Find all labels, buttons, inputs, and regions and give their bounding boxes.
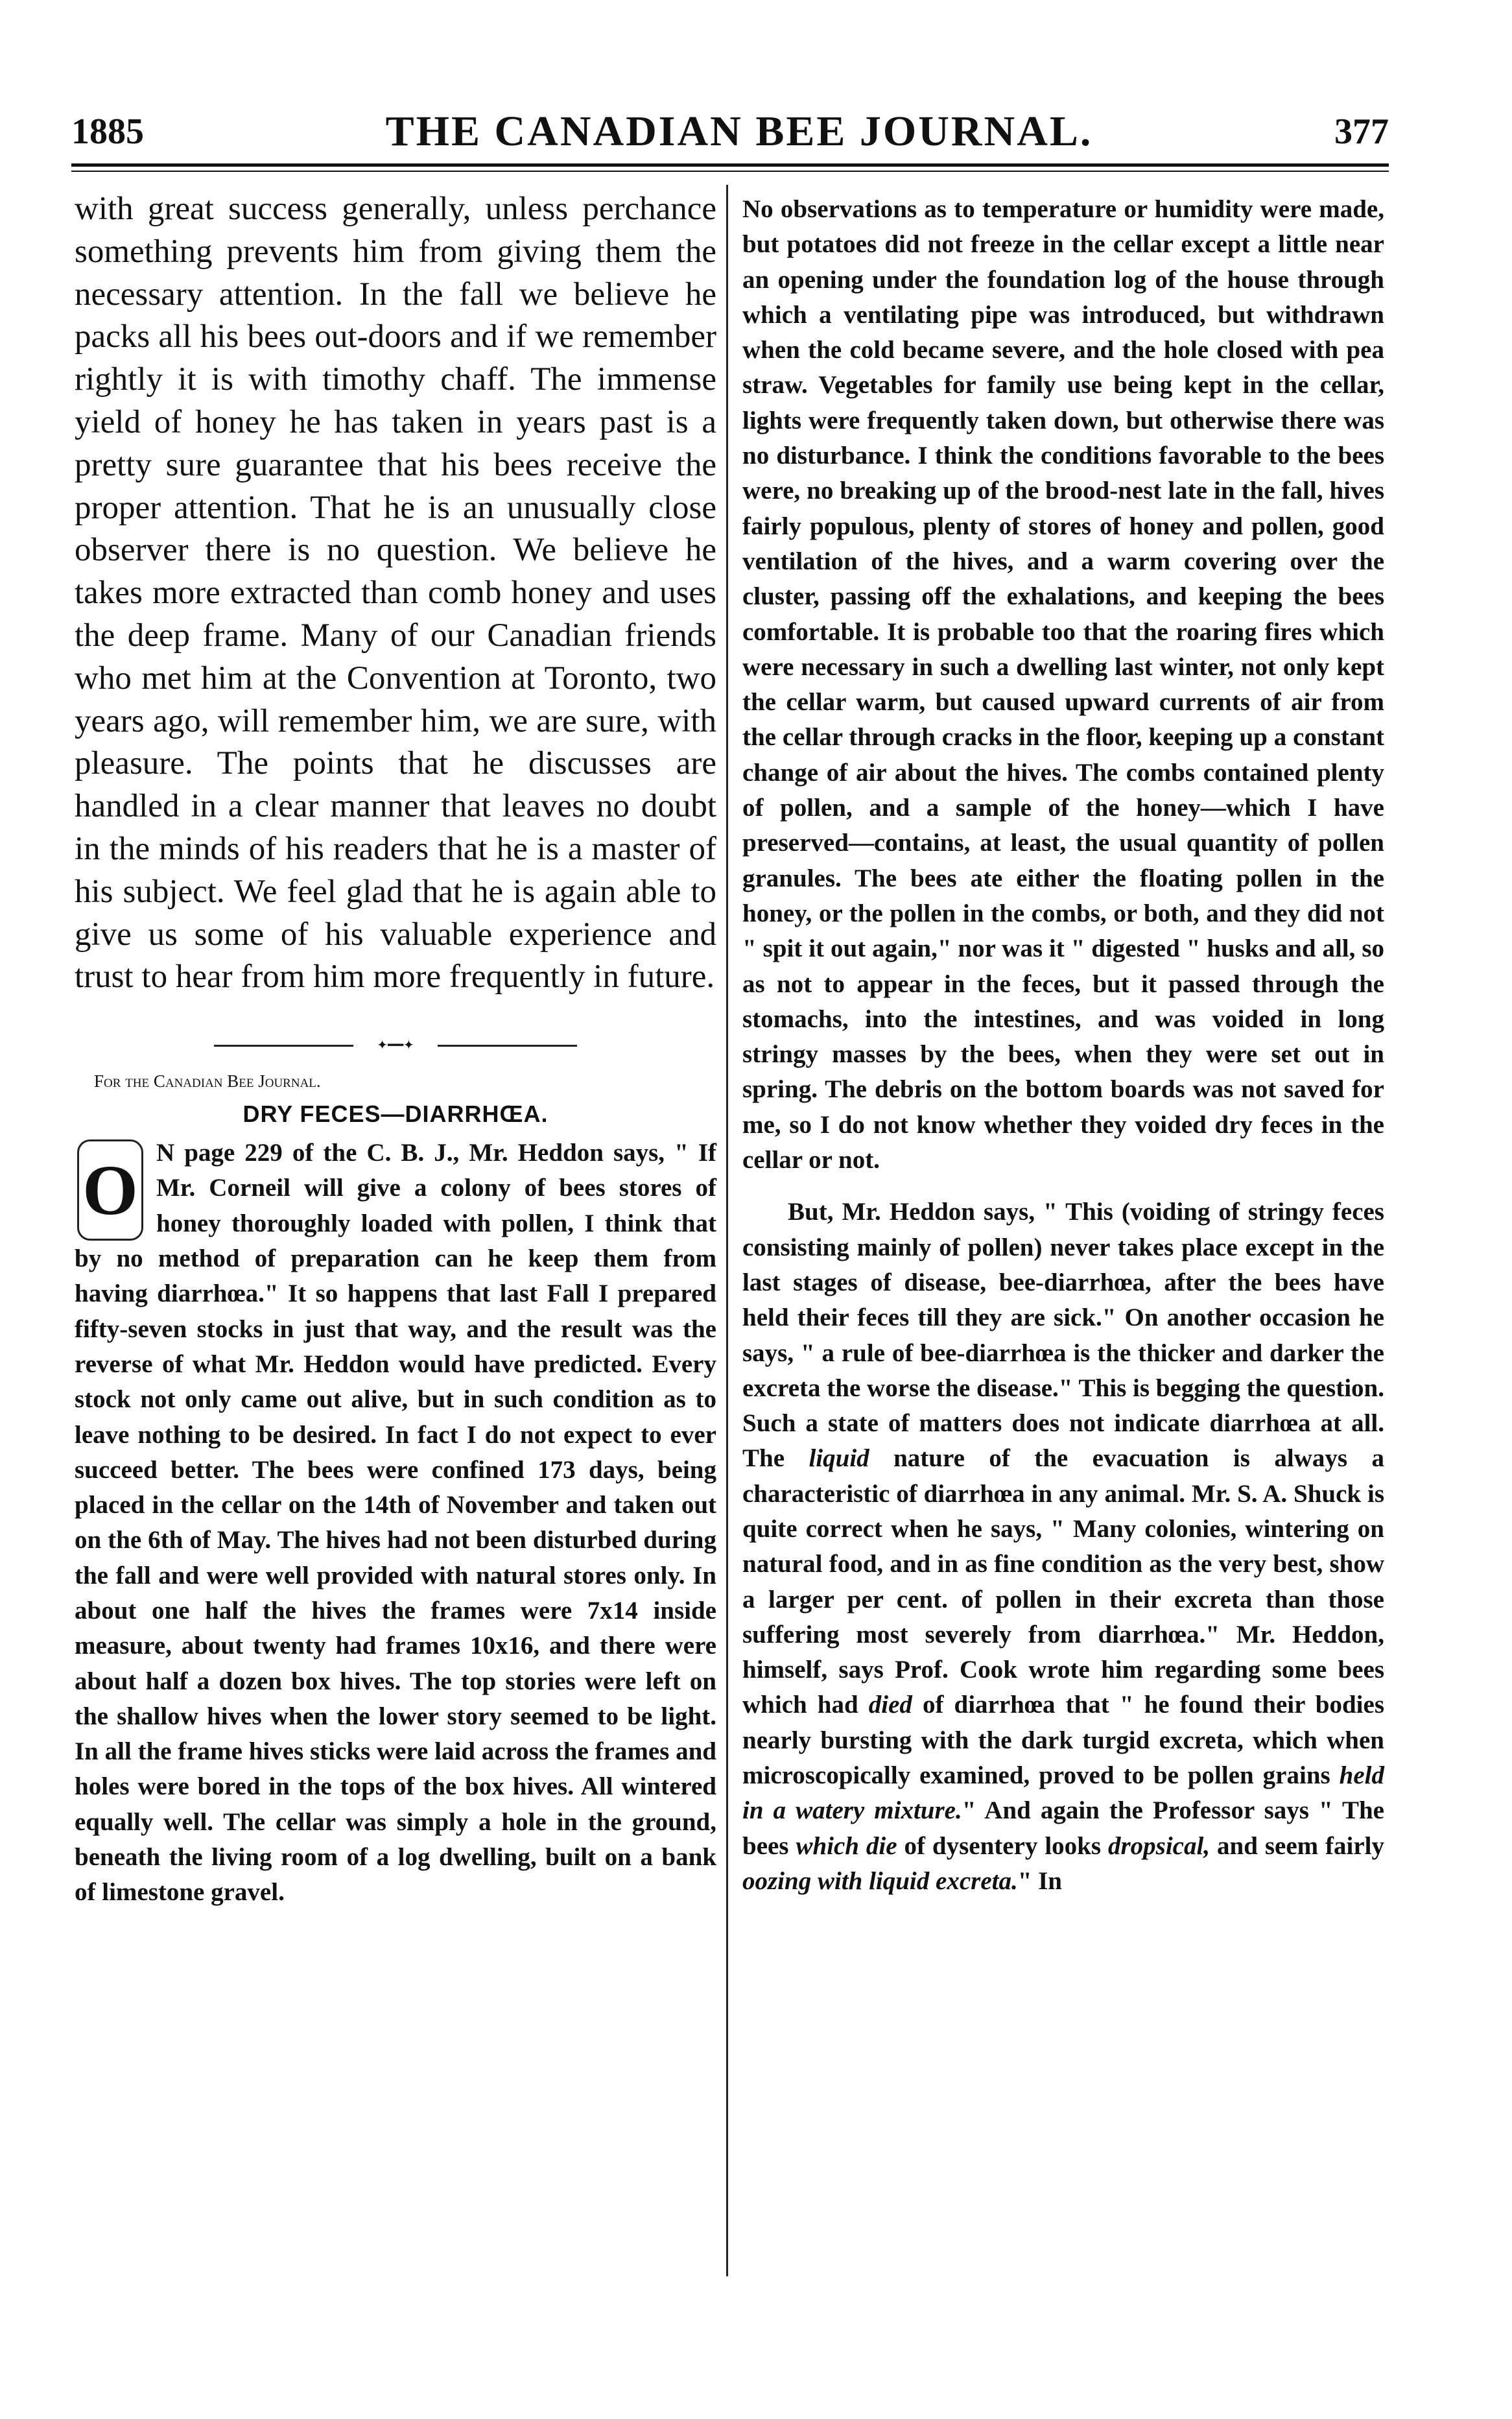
article-paragraph-3: [742, 1195, 1384, 1899]
header-year: 1885: [71, 112, 144, 152]
para3-text-b: nature of the evacuation is always a characteristic of diarrhœa in any animal. Mr. S. A. Shuck is quite correct when he says, " Many colonies, wintering on natural food, and in as fine condition as the very best, show a larger per cent. of pollen in their excreta than those suffering most severely from diarrhœa." Mr. Heddon, himself, says Prof. Cook wrote him regarding some bees which had: [742, 1444, 1384, 1719]
italic-died: died: [868, 1691, 912, 1719]
header-rule: [71, 163, 1389, 172]
para3-text-f: and seem fairly: [1217, 1831, 1385, 1860]
separator-ornament: ✦━━✦: [353, 1039, 438, 1052]
para3-text-a: But, Mr. Heddon says, " This (voiding of stringy feces consisting mainly of pollen) never takes place except in the last stages of disease, bee-diarrhœa, after the bees have held their feces till they are sick." On another occasion he says, " a rule of bee-diarrhœa is the thicker and darker the excreta the worse the disease." This is begging the question. Such a state of matters does not indicate diarrhœa at all. The: [742, 1198, 1384, 1473]
italic-oozing: oozing with liquid excreta.: [742, 1866, 1018, 1895]
italic-which-die: which die: [796, 1831, 897, 1860]
page-number: 377: [1334, 112, 1389, 152]
right-column: [742, 192, 1384, 1899]
article-paragraph-1: N page 229 of the C. B. J., Mr. Heddon says, " If Mr. Corneil will give a colony of bees stores of honey thoroughly loaded with pollen, I think that by no method of preparation can he keep them from having diarrhœa." It so happens that last Fall I prepared fifty-seven stocks in just that way, and the result was the reverse of what Mr. Heddon would have predicted. Every stock not only came out alive, but in such condition as to leave nothing to be desired. In fact I do not expect to ever succeed better. The bees were confined 173 days, being placed in the cellar on the 14th of November and taken out on the 6th of May. The hives had not been disturbed during the fall and were well provided with natural stores only. In about one half the hives the frames were 7x14 inside measure, about twenty had frames 10x16, and there were about half a dozen box hives. The top stories were left on the shallow hives when the lower story seemed to be light. In all the frame hives sticks were laid across the frames and holes were bored in the tops of the box hives. All wintered equally well. The cellar was simply a hole in the ground, beneath the living room of a log dwelling, built on a bank of limestone gravel.: [75, 1139, 716, 1907]
section-separator: [214, 1039, 577, 1052]
left-column: [75, 188, 716, 1911]
para3-text-g: " In: [1017, 1866, 1062, 1895]
column-divider: [726, 185, 728, 2276]
journal-title: THE CANADIAN BEE JOURNAL.: [385, 108, 1093, 155]
drop-cap-letter: O: [77, 1139, 143, 1241]
article-paragraph-2: No observations as to temperature or humidity were made, but potatoes did not freeze in the cellar except a little near an opening under the foundation log of the house through which a ventilating pipe was introduced, but withdrawn when the cold became severe, and the hole closed with pea straw. Vegetables for family use being kept in the cellar, lights were frequently taken down, but otherwise there was no disturbance. I think the conditions favorable to the bees were, no breaking up of the brood-nest late in the fall, hives fairly populous, plenty of stores of honey and pollen, good ventilation of the hives, and a warm covering over the cluster, passing off the exhalations, and keeping the bees comfortable. It is probable too that the roaring fires which were necessary in such a dwelling last winter, not only kept the cellar warm, but caused upward currents of air from the cellar through cracks in the floor, keeping up a constant change of air about the hives. The combs contained plenty of pollen, and a sample of the honey—which I have preserved—contains, at least, the usual quantity of pollen granules. The bees ate either the floating pollen in the honey, or the pollen in the combs, or both, and they did not " spit it out again," nor was it " digested " husks and all, so as not to appear in the feces, but it passed through the stomachs, into the intestines, and was voided in long stringy masses by the bees, when they were set out in spring. The debris on the bottom boards was not saved for me, so I do not know whether they voided dry feces in the cellar or not.: [742, 195, 1384, 1174]
para3-text-d: " And again the Professor says " The bees: [742, 1796, 1384, 1860]
article-title: DRY FECES—DIARRHŒA.: [242, 1101, 549, 1128]
para3-text-e: of dysentery looks: [904, 1831, 1102, 1860]
running-header: [71, 102, 1389, 161]
italic-dropsical: dropsical,: [1107, 1831, 1211, 1860]
article-source-line: For the Canadian Bee Journal.: [94, 1071, 321, 1091]
italic-held-mixture: held in a watery mixture.: [742, 1761, 1385, 1825]
article-body: [75, 1136, 716, 1911]
para3-text-c: of diarrhœa that " he found their bodies nearly bursting with the dark turgid excreta, which when microscopically examined, proved to be pollen grains: [742, 1691, 1384, 1790]
italic-liquid: liquid: [809, 1444, 869, 1473]
editorial-continuation: with great success generally, unless perchance something prevents him from giving them the necessary attention. In the fall we believe he packs all his bees out-doors and if we remember rightly it is with timothy chaff. The immense yield of honey he has taken in years past is a pretty sure guarantee that his bees receive the proper attention. That he is an unusually close observer there is no question. We believe he takes more extracted than comb honey and uses the deep frame. Many of our Canadian friends who met him at the Convention at Toronto, two years ago, will remember him, we are sure, with pleasure. The points that he discusses are handled in a clear manner that leaves no doubt in the minds of his readers that he is a master of his subject. We feel glad that he is again able to give us some of his valuable experience and trust to hear from him more frequently in future.: [75, 191, 716, 995]
